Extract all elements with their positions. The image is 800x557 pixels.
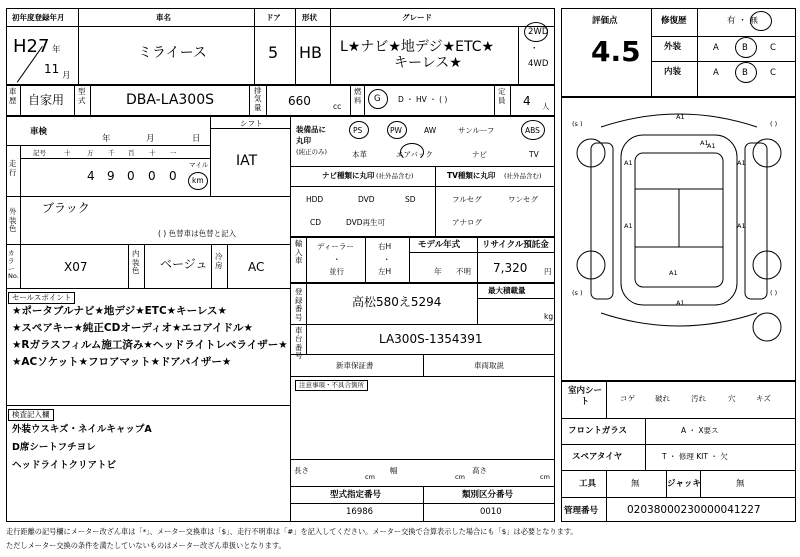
doors-value: 5	[268, 43, 279, 62]
navi-hdd: HDD	[306, 195, 324, 204]
mileage-side-label: 走行	[9, 159, 17, 177]
sales-point-line-1: ★ポータブルナビ★地デジ★ETC★キーレス★	[12, 305, 227, 317]
tools-value: 無	[631, 479, 640, 489]
shaken-label: 車検	[30, 127, 48, 137]
navi-dvd-play: DVD再生可	[346, 218, 386, 227]
model-year-unit: 年	[434, 267, 442, 276]
first-reg-year: H27	[13, 36, 50, 57]
glass-options: A ・ X要ス	[681, 426, 719, 435]
displacement-label: 排気量	[254, 86, 262, 112]
digit-label-2: 千	[108, 149, 115, 157]
repair-selected-circle	[750, 11, 772, 31]
vehicle-history-label: 車歴	[9, 87, 17, 105]
spare-tire-options: T ・ 修理 KIT ・ 欠	[662, 452, 728, 461]
notes-label: 注意事項・不具合箇所	[295, 380, 368, 391]
inspector-line-2: D席シートフチヨレ	[12, 442, 96, 453]
interior-grade-b: B	[742, 68, 748, 78]
reg-number: 高松580え5294	[352, 295, 442, 309]
exterior-grade-b: B	[742, 43, 748, 53]
ac-side-label: 冷房	[215, 252, 223, 270]
damage-mark-7: A1	[669, 269, 678, 277]
glass-label: フロントガラス	[568, 426, 627, 436]
inspector-line-3: ヘッドライトクリアトビ	[12, 460, 117, 471]
interior-selected-circle	[735, 62, 757, 83]
year-unit: 年	[52, 45, 61, 55]
equip-ps: PS	[353, 126, 363, 135]
shape-label: 形状	[302, 13, 317, 22]
type-spec-label: 型式指定番号	[330, 490, 382, 500]
first-reg-label: 初年度登録年月	[12, 13, 65, 22]
jack-label: ジャッキ	[667, 479, 701, 489]
km-label: km	[192, 176, 204, 185]
equip-navi: ナビ	[472, 150, 487, 159]
grade-line1: L★ナビ★地デジ★ETC★	[340, 39, 495, 55]
model-value: DBA-LA300S	[126, 92, 215, 108]
color-side-label: 外装色	[9, 207, 17, 234]
length-cm: cm	[365, 473, 375, 481]
car-name-label: 車名	[156, 13, 171, 22]
sales-point-line-3: ★Rガラスフィルム施工済み★ヘッドライトレベライザー★	[12, 339, 288, 351]
digit-5: 0	[169, 169, 177, 183]
digit-label-4: 十	[149, 149, 156, 157]
type-spec-value: 16986	[346, 507, 374, 517]
footer-line-2: ただしメーター交換の条件を満たしていないものはメーター改ざん車扱いとなります。	[6, 541, 286, 550]
equip-sunroof: サンルーフ	[458, 126, 495, 135]
recycle-value: 7,320	[493, 261, 528, 275]
shift-value: IAT	[236, 153, 258, 169]
diagram-paren-tr: ( )	[770, 120, 778, 128]
damage-mark-3: A1	[624, 159, 633, 167]
damage-mark-4: A1	[737, 159, 746, 167]
damage-mark-5: A1	[624, 222, 633, 230]
tv-sub: (社外品含む)	[504, 172, 542, 180]
chassis-number: LA300S-1354391	[379, 332, 483, 346]
digit-4: 0	[148, 169, 156, 183]
digit-label-3: 百	[128, 149, 135, 157]
capacity-label: 定員	[498, 87, 506, 105]
navi-sub: (社外品含む)	[376, 172, 414, 180]
equip-tv: TV	[529, 150, 539, 159]
ac-value: AC	[248, 260, 265, 274]
category-value: 0010	[480, 507, 502, 517]
grade-label: グレード	[402, 13, 432, 22]
recycle-yen: 円	[544, 267, 552, 276]
color-no-label: カラーNo.	[8, 249, 19, 281]
rear-bumper-outline	[601, 313, 757, 326]
grade-line2: キーレス★	[394, 55, 462, 71]
model-year-unknown: 不明	[456, 267, 471, 276]
navi-cd: CD	[310, 218, 322, 227]
navi-header: ナビ種類に丸印	[322, 171, 375, 180]
digit-label-1: 万	[87, 149, 94, 157]
recycle-label: リサイクル預託金	[482, 240, 549, 250]
reg-side-label: 登録番号	[295, 287, 303, 322]
record-label: 記号	[33, 149, 46, 157]
digit-label-0: 十	[64, 149, 71, 157]
footer-line-1: 走行距離の記号欄にメーター改ざん車は「*」、メーター交換車は「$」、走行不明車は「#」を記入してください。メーター交換で合算表示した場合にも「$」は必要となります。	[6, 527, 578, 536]
capacity-unit: 人	[542, 102, 550, 111]
seat-tear: 破れ	[655, 394, 670, 403]
jack-value: 無	[736, 479, 745, 489]
equip-airbag: エアバック	[396, 150, 433, 159]
diagram-paren-br: ( )	[770, 289, 778, 297]
interior-value: ベージュ	[160, 257, 208, 271]
fuel-label: 燃料	[354, 87, 362, 105]
height-cm: cm	[540, 473, 550, 481]
car-damage-diagram	[561, 97, 796, 380]
cc-unit: cc	[333, 102, 342, 111]
diagram-paren-tl: (s )	[572, 120, 583, 128]
displacement-value: 660	[288, 94, 311, 108]
shaken-year-unit: 年	[102, 134, 111, 144]
drive-2wd: 2WD	[528, 27, 549, 37]
equip-label-3: (純正のみ)	[296, 148, 328, 156]
equip-pw: PW	[390, 126, 402, 135]
spare-tire-label: スペアタイヤ	[572, 452, 623, 462]
vehicle-type: 自家用	[28, 93, 65, 107]
damage-mark-8: A1	[676, 299, 685, 307]
drive-4wd: 4WD	[528, 59, 549, 69]
import-dot-1: ・	[333, 255, 341, 264]
mile-label: マイル	[189, 161, 209, 169]
warranty-label: 新車保証書	[336, 361, 374, 370]
exterior-grade-a: A	[713, 43, 719, 53]
navi-dvd: DVD	[358, 195, 375, 204]
digit-label-5: 一	[170, 149, 177, 157]
length-label: 長さ	[294, 466, 309, 475]
seat-stain: 汚れ	[691, 394, 706, 403]
interior-grade-a: A	[713, 68, 719, 78]
shape-value: HB	[299, 43, 323, 62]
import-side-label: 輸入車	[295, 239, 303, 266]
digit-3: 0	[127, 169, 135, 183]
model-year-label: モデル年式	[418, 240, 461, 250]
repair-label: 修復歴	[661, 16, 687, 26]
month-unit: 月	[62, 71, 71, 81]
tv-oneseg: ワンセグ	[508, 195, 538, 204]
max-load-kg: kg	[544, 312, 554, 321]
interior-side-label: 内装色	[132, 249, 140, 276]
shaken-day-unit: 日	[192, 134, 201, 144]
equip-label-1: 装備品に	[296, 125, 326, 134]
exterior-grade-c: C	[770, 43, 776, 53]
color-value: ブラック	[42, 201, 90, 215]
width-label: 幅	[390, 466, 398, 475]
height-label: 高さ	[472, 466, 487, 475]
navi-sd: SD	[405, 195, 416, 204]
shaken-month-unit: 月	[146, 134, 155, 144]
fuel-options: D ・ HV ・ ( )	[398, 95, 448, 104]
damage-mark-1: A1	[676, 113, 685, 121]
seat-hole: 穴	[728, 394, 736, 403]
sales-points-label: セールスポイント	[8, 292, 75, 304]
damage-mark-9: A1	[700, 139, 709, 147]
chassis-side-label: 車台番号	[295, 326, 303, 360]
rating-label: 評価点	[592, 16, 618, 26]
fuel-gasoline: G	[374, 94, 381, 104]
max-load-label: 最大積載量	[488, 286, 526, 295]
import-right-h: 右H	[378, 242, 392, 251]
tv-analog: アナログ	[452, 218, 482, 227]
tools-label: 工具	[579, 479, 597, 489]
digit-2: 9	[107, 169, 115, 183]
car-name: ミライース	[138, 45, 207, 61]
rating-value: 4.5	[591, 35, 641, 68]
category-label: 類別区分番号	[462, 490, 514, 500]
digit-1: 4	[87, 169, 95, 183]
doors-label: ドア	[266, 13, 281, 22]
color-no-value: X07	[64, 260, 88, 274]
tv-header: TV種類に丸印	[447, 171, 496, 180]
shift-label: シフト	[240, 119, 263, 128]
width-cm: cm	[455, 473, 465, 481]
exterior-selected-circle	[735, 37, 757, 58]
interior-grade-c: C	[770, 68, 776, 78]
equip-aw: AW	[424, 126, 437, 135]
spare-wheel	[753, 313, 781, 341]
import-dot-2: ・	[383, 255, 391, 264]
import-parallel: 並行	[329, 267, 344, 276]
equip-label-2: 丸印	[296, 136, 311, 145]
tv-fullseg: フルセグ	[452, 195, 482, 204]
inspector-label: 検査記入欄	[8, 409, 54, 421]
equip-leather: 本革	[352, 150, 367, 159]
mgmt-label: 管理番号	[564, 506, 599, 516]
repair-options: 有 ・ 無	[727, 16, 758, 26]
model-label: 型式	[78, 87, 86, 105]
sales-point-line-2: ★スペアキー★純正CDオーディオ★エコアイドル★	[12, 322, 253, 334]
sales-point-line-4: ★ACソケット★フロアマット★ドアバイザー★	[12, 356, 232, 368]
interior-seat-label: 室内シート	[568, 386, 603, 408]
drive-dot: ・	[530, 44, 539, 54]
damage-mark-2: A1	[707, 142, 716, 150]
equip-abs: ABS	[525, 126, 540, 135]
inspector-line-1: 外装ウスキズ・ネイルキャップA	[12, 424, 152, 435]
exterior-label: 外装	[664, 42, 682, 52]
mgmt-value: 02038000230000041227	[627, 504, 761, 516]
interior-label: 内装	[664, 67, 682, 77]
color-change-note: ( ) 色替車は色替と記入	[158, 229, 237, 238]
diagram-paren-bl: (s )	[572, 289, 583, 297]
seat-scratch: キズ	[756, 394, 771, 403]
manual-label: 車両取説	[474, 361, 504, 370]
seat-burn: コゲ	[620, 394, 635, 403]
capacity-value: 4	[523, 94, 531, 108]
first-reg-month: 11	[44, 62, 60, 76]
import-dealer: ディーラー	[317, 242, 354, 251]
damage-mark-6: A1	[737, 222, 746, 230]
import-left-h: 左H	[378, 267, 392, 276]
